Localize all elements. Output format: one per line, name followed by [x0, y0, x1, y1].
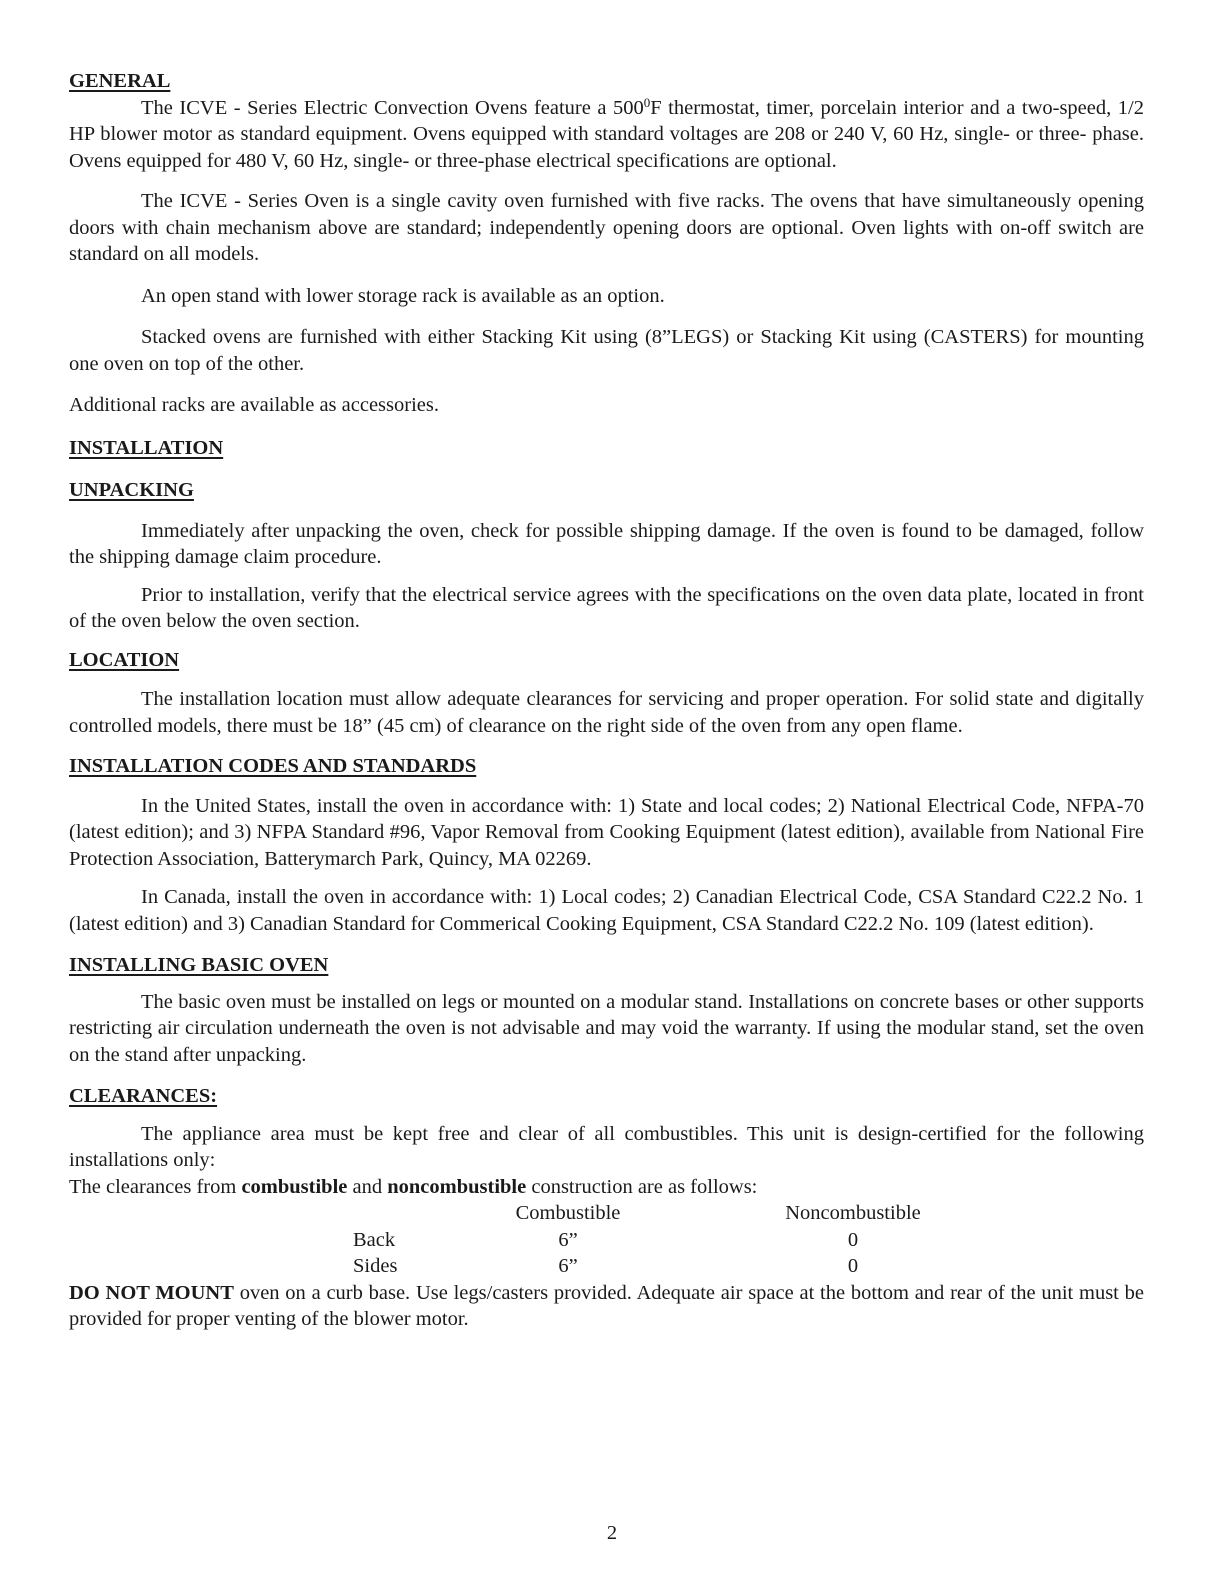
- combustible-value: 6”: [558, 1255, 578, 1277]
- clearances-table-header: [69, 1200, 1009, 1227]
- unpacking-paragraph-2: Prior to installation, verify that the electrical service agrees with the specifications on the oven data plate, located in front of the oven below the oven section.: [69, 583, 1144, 632]
- general-paragraph-3: An open stand with lower storage rack is available as an option.: [141, 284, 665, 307]
- clearances-paragraph-1: The appliance area must be kept free and clear of all combustibles. This unit is design-certified for the following installations only:: [69, 1122, 1144, 1171]
- row-label: Back: [353, 1228, 396, 1251]
- column-header-combustible: Combustible: [515, 1202, 621, 1224]
- section-heading-basic-oven: INSTALLING BASIC OVEN: [69, 954, 329, 976]
- section-heading-clearances: CLEARANCES:: [69, 1085, 218, 1107]
- clearances-table: [69, 1200, 1009, 1280]
- clearances-paragraph-2: The clearances from combustible and noncombustible construction are as follows:: [69, 1175, 758, 1198]
- codes-paragraph-1: In the United States, install the oven in accordance with: 1) State and local codes; 2) National Electrical Code, NFPA-70 (latest edition); and 3) NFPA Standard #96, Vapor Removal from Cooking Equipment (latest edition), available from National Fire Protection Association, Batterymarch Park, Quincy, MA 02269.: [69, 794, 1144, 870]
- codes-paragraph-2: In Canada, install the oven in accordance with: 1) Local codes; 2) Canadian Electrical Code, CSA Standard C22.2 No. 1 (latest edition) and 3) Canadian Standard for Commerical Cooking Equipment, CSA Standard C22.2 No. 109 (latest edition).: [69, 886, 1144, 935]
- table-row: [69, 1253, 1009, 1280]
- basic-oven-paragraph-1: The basic oven must be installed on legs or mounted on a modular stand. Installations on concrete bases or other supports restricting air circulation underneath the oven is not advisable and may void the warranty. If using the modular stand, set the oven on the stand after unpacking.: [69, 990, 1144, 1066]
- combustible-value: 6”: [558, 1228, 578, 1251]
- section-heading-unpacking: UNPACKING: [69, 479, 194, 501]
- unpacking-paragraph-1: Immediately after unpacking the oven, check for possible shipping damage. If the oven is found to be damaged, follow the shipping damage claim procedure.: [69, 519, 1144, 568]
- section-heading-installation: INSTALLATION: [69, 436, 224, 459]
- column-header-noncombustible: Noncombustible: [785, 1202, 921, 1224]
- section-heading-general: GENERAL: [69, 70, 171, 92]
- location-paragraph-1: The installation location must allow adequate clearances for servicing and proper operation. For solid state and digitally controlled models, there must be 18” (45 cm) of clearance on the right side of the oven from any open flame.: [69, 688, 1144, 737]
- page-number: 2: [606, 1522, 618, 1544]
- general-paragraph-4: Stacked ovens are furnished with either Stacking Kit using (8”LEGS) or Stacking Kit using (CASTERS) for mounting one oven on top of the other.: [69, 326, 1144, 375]
- general-paragraph-2: The ICVE - Series Oven is a single cavity oven furnished with five racks. The ovens that have simultaneously opening doors with chain mechanism above are standard; independently opening doors are optional. Oven lights with on-off switch are standard on all models.: [69, 190, 1144, 265]
- noncombustible-value: 0: [847, 1228, 859, 1251]
- section-heading-codes: INSTALLATION CODES AND STANDARDS: [69, 755, 477, 777]
- table-row: [69, 1227, 1009, 1254]
- general-paragraph-1: The ICVE - Series Electric Convection Ovens feature a $500^0F$ thermostat, timer, porcelain interior and a two-speed, 1/2 HP blower motor as standard equipment. Ovens equipped with standard voltages are 208 or 240 V, 60 Hz, single- or three- phase. Ovens equipped for 480 V, 60 Hz, single- or three-phase electrical specifications are optional.: [69, 94, 1144, 172]
- noncombustible-value: 0: [847, 1255, 859, 1277]
- general-paragraph-5: Additional racks are available as accessories.: [69, 394, 439, 416]
- section-heading-location: LOCATION: [69, 648, 180, 671]
- clearances-warning: DO NOT MOUNT oven on a curb base. Use legs/casters provided. Adequate air space at the bottom and rear of the unit must be provided for proper venting of the blower motor.: [69, 1281, 1144, 1330]
- row-label: Sides: [353, 1255, 398, 1277]
- document-page: [69, 68, 1144, 1333]
